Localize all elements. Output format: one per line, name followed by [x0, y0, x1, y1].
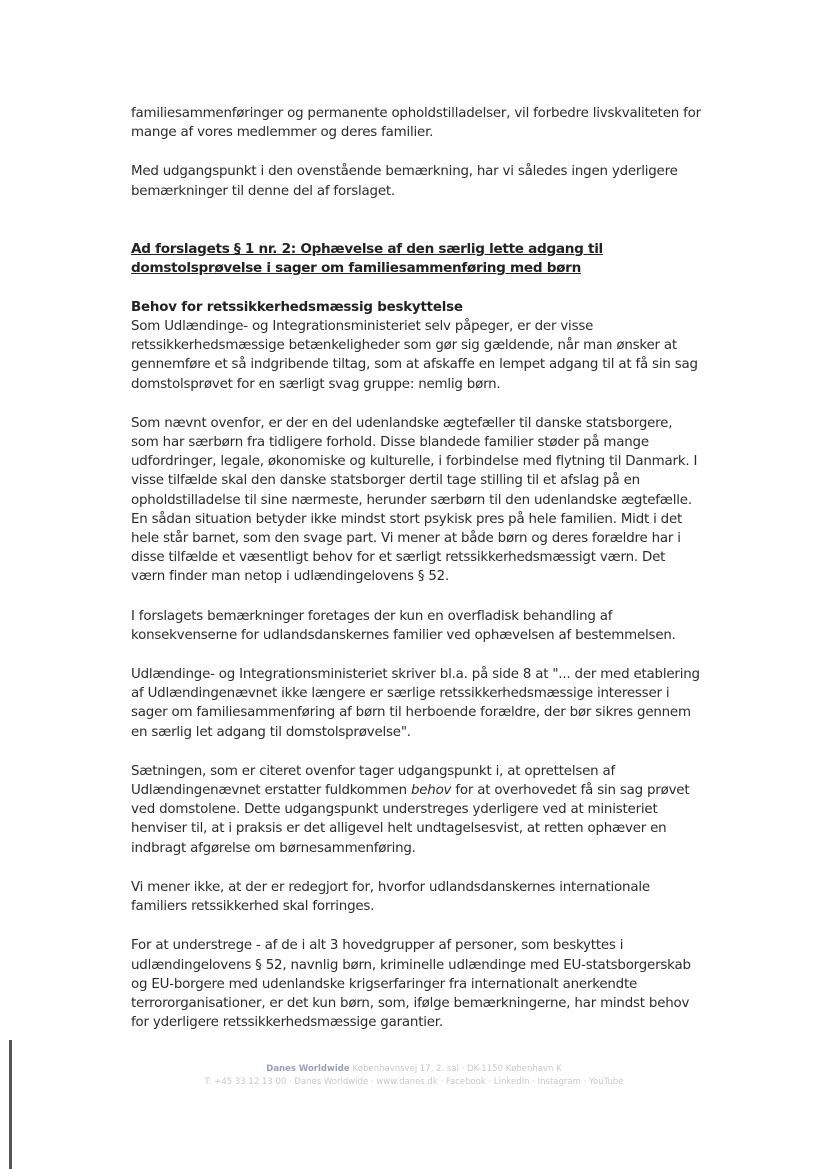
footer-line-2: T: +45 33 12 13 00 · Danes Worldwide · www.danes.dk · Facebook · LinkedIn · Instagram · YouTube — [204, 1077, 624, 1087]
paragraph-part: for at overhovedet få sin sag prøvet ved domstolene. Dette udgangspunkt understreges yderligere ved at ministeriet henviser til, at i praksis er det alligevel helt undtagelsesvist, at retten ophæver en indbragt afgørelse om børnesammenføring. — [131, 783, 690, 856]
scan-edge-line — [9, 1040, 12, 1169]
footer-address: Københavnsvej 17, 2. sal · DK-1150 København K — [349, 1064, 562, 1074]
paragraph-sentence-analysis — [131, 762, 701, 858]
footer-org-name: Danes Worldwide — [266, 1064, 350, 1074]
footer-line-1 — [0, 1063, 828, 1076]
paragraph-three-groups: For at understrege - af de i alt 3 hovedgrupper af personer, som beskyttes i udlændingelovens § 52, navnlig børn, kriminelle udlændinge med EU-statsborgerskab og EU-borgere med udenlandske krigserfaringer fra internationalt anerkendte terrororganisationer, er det kun børn, som, ifølge bemærkningerne, har mindst behov for yderligere retssikkerhedsmæssige garantier. — [131, 938, 691, 1031]
emphasis-behov: behov — [410, 783, 452, 799]
paragraph-superficial-treatment: I forslagets bemærkninger foretages der kun en overfladisk behandling af konsekvenserne for udlandsdanskernes familier ved ophævelsen af bestemmelsen. — [131, 608, 676, 643]
paragraph-part: Sætningen, som er citeret ovenfor tager udgangspunkt i, at oprettelsen af Udlændingenævnet erstatter fuldkommen — [131, 763, 616, 799]
paragraph-intro-continued: familiesammenføringer og permanente opholdstilladelser, vil forbedre livskvaliteten for mange af vores medlemmer og deres familier. — [131, 106, 701, 141]
paragraph-ministry-concerns: Som Udlændinge- og Integrationsministeriet selv påpeger, er der visse retssikkerhedsmæssige betænkeligheder som gør sig gældende, når man ønsker at gennemføre et så indgribende tiltag, som at afskaffe en lempet adgang til at få sin sag domstolsprøvet for en særligt svag gruppe: nemlig børn. — [131, 319, 698, 392]
page-footer — [0, 1063, 828, 1089]
paragraph-no-justification: Vi mener ikke, at der er redegjort for, hvorfor udlandsdanskernes internationale familiers retssikkerhed skal forringes. — [131, 879, 650, 915]
sub-heading: Behov for retssikkerhedsmæssig beskyttelse — [131, 299, 463, 315]
paragraph-mixed-families: Som nævnt ovenfor, er der en del udenlandske ægtefæller til danske statsborgere, som har særbørn fra tidligere forhold. Disse blandede familier støder på mange udfordringer, legale, økonomiske og kulturelle, i forbindelse med flytning til Danmark. I visse tilfælde skal den danske statsborger dertil tage stilling til et afslag på en opholdstilladelse til sine nærmeste, herunder særbørn til den udenlandske ægtefælle. En sådan situation betyder ikke mindst stort psykisk pres på hele familien. Midt i det hele står barnet, som den svage part. Vi mener at både børn og deres forældre har i disse tilfælde et væsentligt behov for et særligt retssikkerhedsmæssigt værn. Det værn finder man netop i udlændingelovens § 52. — [131, 415, 698, 585]
document-body — [131, 104, 701, 1032]
paragraph-ministry-quote: Udlændinge- og Integrationsministeriet skriver bl.a. på side 8 at "... der med etablering af Udlændingenævnet ikke længere er særlige retssikkerhedsmæssige interesser i sager om familiesammenføring af børn til herboende forældre, der bør sikres gennem en særlig let adgang til domstolsprøvelse". — [131, 667, 700, 740]
section-heading: Ad forslagets § 1 nr. 2: Ophævelse af den særlig lette adgang til domstolsprøvelse i sager om familiesammenføring med børn — [131, 240, 603, 276]
paragraph-no-further-remarks: Med udgangspunkt i den ovenstående bemærkning, har vi således ingen yderligere bemærkninger til denne del af forslaget. — [131, 164, 678, 199]
